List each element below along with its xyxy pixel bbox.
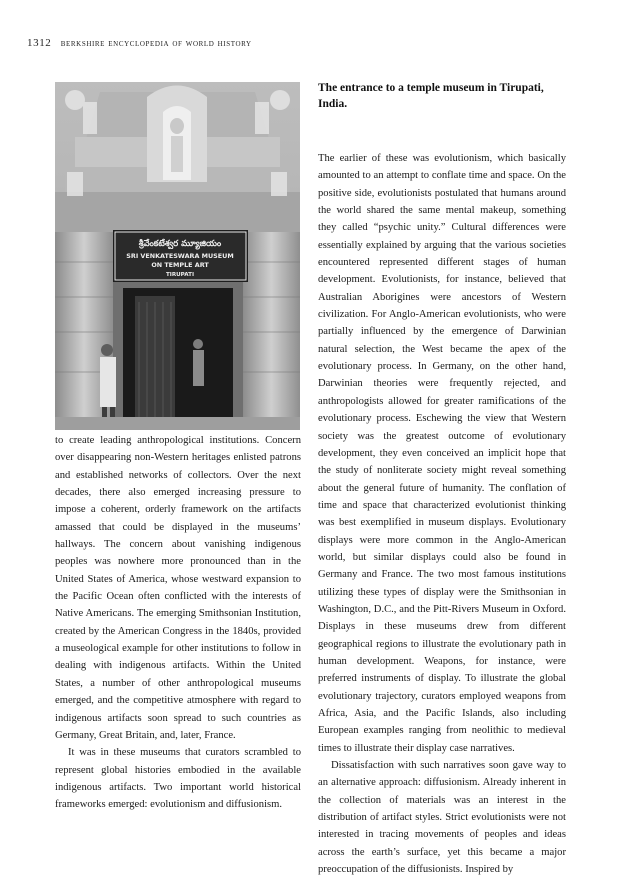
right-paragraph-2: Dissatisfaction with such narratives soon gave way to an alternative approach: diffusionism. Already inherent in the collection of materials was an interest in the distribution of artifact styles. Strict evolutionists were not interested in tracing movements of peoples and ideas across the earth’s surface, yet this became a major preoccupation of the diffusionists. Inspired by [318,760,566,876]
temple-museum-photo [55,82,300,430]
sign-line-1: SRI VENKATESWARA MUSEUM [126,252,234,260]
sign-line-3: TIRUPATI [165,272,195,278]
publication-title: berkshire encyclopedia of world history [60,38,252,49]
right-paragraph-1: The earlier of these was evolutionism, which basically amounted to an attempt to conflate time and space. On the positive side, evolutionists postulated that humans around the world shared the same mental makeup, something they called “psychic unity.” Cultural differences were essentially explained by arguing that the various societies encountered represented different stages of human development. Evolutionists, for instance, believed that Australian Aborigines were ancestors of Western civilization. For Anglo-American evolutionists, who were partially influenced by the emergence of Darwinian natural selection, the West became the apex of the evolutionary process. In Germany, on the other hand, Darwinian theories were frequently rejected, and anthropologists allowed for greater ramifications of the evolutionary process. Eschewing the view that Western society was the greatest outcome of evolutionary development, they even conceived an implicit hope that the study of nonliterate society might reveal something about the general future of humanity. The conflation of time and space that characterized evolutionist thinking was best exemplified in museum displays. Evolutionary displays were more common in the Anglo-American world, but similar displays could also be found in Germany and France. The two most famous institutions utilizing these types of display were the Smithsonian in Washington, D.C., and the Pitt-Rivers Museum in Oxford. Displays in these museums drew from different geographical regions to illustrate the evolutionary path in human development. Weapons, for instance, were preferred instruments of display. To illustrate the global evolutionary trajectory, curators employed weapons from Africa, Asia, and the Pacific Islands, also including European examples ranging from neolithic to medieval times to illustrate their display case narratives. [318,153,566,754]
figure-caption: The entrance to a temple museum in Tirupati, India. [318,82,544,110]
right-column [318,150,566,878]
left-column [55,432,301,814]
sign-line-2: ON TEMPLE ART [151,261,209,269]
svg-text:శ్రీవేంకటేశ్వర మ్యూజియం: శ్రీవేంకటేశ్వర మ్యూజియం [138,239,222,249]
page-number: 1312 [27,37,52,49]
running-head [27,37,252,49]
left-paragraph-2: It was in these museums that curators scrambled to represent global histories embodied in the available indigenous artifacts. Two important world historical frameworks emerged: evolutionism and diffusionism. [55,747,301,811]
left-paragraph-1: to create leading anthropological institutions. Concern over disappearing non-Western heritages enlisted patrons and established networks of collectors. Over the next decades, there also emerged increasing pressure to impose a coherent, orderly framework on the artifacts amassed that could be displayed in the museums’ hallways. The concern about vanishing indigenous peoples was nowhere more pronounced than in the United States of America, whose westward expansion to the Pacific Ocean often conflicted with the interests of Native Americans. The emerging Smithsonian Institution, created by the American Congress in the 1840s, provided a museological example for other institutions to follow in dealing with indigenous artifacts. Within the United States, a number of other anthropological museums emerged, and the competitive atmosphere with regard to indigenous artifacts soon spread to such countries as Germany, Great Britain, and, later, France. [55,435,301,741]
